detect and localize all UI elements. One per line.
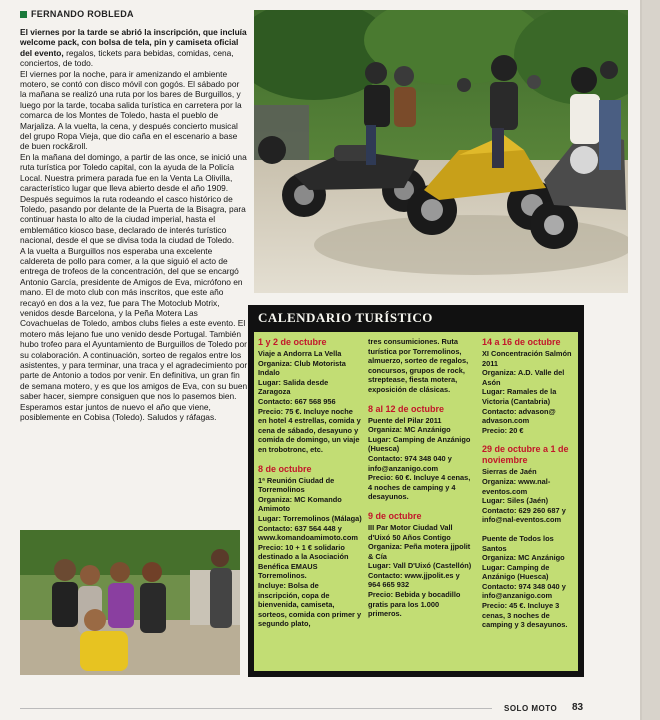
bikers-photo	[254, 10, 628, 293]
calendar-body	[254, 332, 578, 671]
event-details: XI Concentración Salmón 2011 Organiza: A.D. Valle del Asón Lugar: Ramales de la Victoria (Cantabria) Contacto: advason@ advason.com Precio: 20 €	[482, 349, 572, 435]
event-date: 8 de octubre	[258, 463, 312, 474]
calendar-header	[248, 305, 584, 331]
article-body	[20, 27, 248, 422]
calendar-event	[482, 444, 576, 525]
tourist-calendar	[248, 305, 584, 677]
calendar-column	[482, 337, 576, 639]
calendar-event	[368, 337, 472, 395]
page-footer	[0, 698, 640, 720]
event-details: 1ª Reunión Ciudad de Torremolinos Organiza: MC Komando Amimoto Lugar: Torremolinos (Málaga) Contacto: 637 564 448 y www.komandoamimoto.com Precio: 10 + 1 € solidario destinado a la Asociación Benéfica EMAUS Torremolinos. Incluye: Bolsa de inscripción, copa de bienvenida, camiseta, sorteos, comida con primer y segundo plato,	[258, 475, 362, 629]
article-paragraph: El viernes por la noche, para ir amenizando el ambiente motero, se contó con disco móvil con gogós. El sábado por la mañana se realizó una ruta por los bares de Burguillos, y luego por la tarde, tocaba salida turística en carretera por la comarca de los Montes de Toledo, hasta el pueblo de Marjaliza. A la vuelta, la cena, y después concierto musical del grupo Ropa Vieja, que dio caña en el escenario a base de buen rock&roll.	[20, 68, 242, 152]
article-lead	[20, 27, 248, 69]
page-number: 83	[572, 702, 584, 713]
footer-divider	[20, 708, 492, 709]
event-details: tres consumiciones. Ruta turística por Torremolinos, almuerzo, sorteo de regalos, concursos, grupos de rock, streptease, fiesta motera, exposición de clásicas.	[368, 337, 469, 394]
author-byline	[20, 9, 134, 19]
article-lead-rest: regalos, tickets para bebidas, comidas, cena, conciertos, de todo.	[20, 47, 234, 69]
event-details: Puente de Todos los Santos Organiza: MC Anzánigo Lugar: Camping de Anzánigo (Huesca) Contacto: 974 348 040 y info@anzanigo.com Precio: 45 €. Incluye 3 cenas, 3 noches de camping y 3 desayunos.	[482, 533, 568, 630]
magazine-name: SOLO MOTO	[504, 704, 558, 713]
calendar-event	[258, 464, 362, 630]
event-date: 14 a 16 de octubre	[482, 337, 561, 347]
article-paragraph: En la mañana del domingo, a partir de las once, se inició una ruta turística por Toledo capital, con la ayuda de la Policía Local. Nuestra primera parada fue en la Venta La Olivilla, característico lugar que lleva abierto desde el año 1909. Después seguimos la ruta rodeando el casco histórico de Toledo, pasando por delante de la Puerta de la Bisagra, para continuar hasta lo alto de la ciudad imperial, hasta el emblemático kiosco base, declarado de interés turístico nacional, desde el que se divisa toda la ciudad de Toledo.	[20, 151, 247, 246]
page-edge	[642, 0, 660, 720]
calendar-column	[368, 337, 472, 628]
calendar-event	[258, 337, 362, 455]
event-date: 9 de octubre	[368, 510, 422, 521]
calendar-event	[368, 511, 472, 619]
article-paragraph: A la vuelta a Burguillos nos esperaba una excelente caldereta de pollo para comer, a la que siguió el acto de entrega de trofeos de la concentración, del que se encargó Antonio García, presidente de Amigos de Eva, micrófono en mano. El de moto club con más inscritos, que este año recayó en dos a la vez, fue para The Motoclub Motrix, venidos desde Barcelona, y la Peña Motera Las Covachuelas de Toledo, ambos clubs fieles a este evento. El motero más lejano fue uno venido desde Portugal. También hubo trofeo para el Ayuntamiento de Burguillos de Toledo por su colaboración. A continuación, sorteo de regalos entre los asistentes, y para terminar, una traca y el agradecimiento por parte de Antonio a todos por venir. En definitiva, un gran fin de semana motero, y es que los amigos de Eva, con su buen saber hacer, siempre consiguen que nos lo pasemos bien. Esperamos estar juntos de nuevo el año que viene, posiblemente en Cobisa (Toledo). Saludos y ráfagas.	[20, 245, 248, 423]
section-marker-icon	[20, 11, 27, 18]
author-name: FERNANDO ROBLEDA	[31, 9, 134, 19]
event-date: 1 y 2 de octubre	[258, 337, 327, 347]
calendar-event	[368, 404, 472, 502]
event-date: 8 al 12 de octubre	[368, 403, 445, 414]
calendar-column	[258, 337, 362, 638]
event-details: Viaje a Andorra La Vella Organiza: Club Motorista Indalo Lugar: Salida desde Zaragoza Contacto: 667 568 956 Precio: 75 €. Incluye noche en hotel 4 estrellas, comida y cena de sábado, desayuno y comida de domingo, un viaje en trobotronc, etc.	[258, 349, 361, 454]
event-details: Sierras de Jaén Organiza: www.nal-eventos.com Lugar: Siles (Jaén) Contacto: 629 260 687 y info@nal-eventos.com	[482, 467, 566, 525]
calendar-title: CALENDARIO TURÍSTICO	[258, 310, 433, 325]
event-details: Puente del Pilar 2011 Organiza: MC Anzánigo Lugar: Camping de Anzánigo (Huesca) Contacto: 974 348 040 y info@anzanigo.com Precio: 60 €. Incluye 4 cenas, 4 noches de camping y 4 desayunos.	[368, 415, 471, 502]
calendar-event	[482, 534, 576, 630]
article-lead-bold: El viernes por la tarde se abrió la inscripción, que incluía welcome pack, con bolsa de tela, pin y camiseta oficial del evento,	[20, 27, 247, 58]
calendar-event	[482, 337, 576, 435]
event-details: III Par Motor Ciudad Vall d'Uixó 50 Años Contigo Organiza: Peña motera jjpolit & Cía Lugar: Vall D'Uixó (Castellón) Contacto: www.jjpolit.es y 964 665 932 Precio: Bebida y bocadillo gratis para los 1.000 primeros.	[368, 522, 472, 619]
event-date: 29 de octubre a 1 de noviembre	[482, 444, 569, 466]
group-photo	[20, 530, 240, 675]
